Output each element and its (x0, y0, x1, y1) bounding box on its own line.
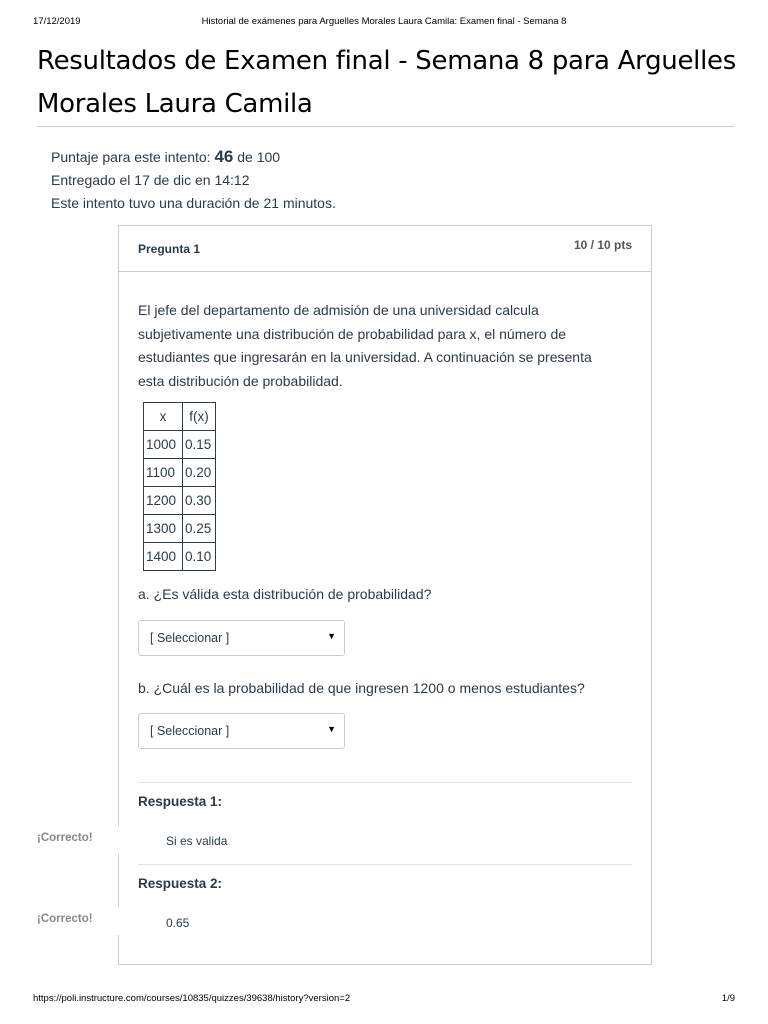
table-row (144, 487, 216, 515)
answer-1-label: Respuesta 1: (138, 794, 223, 809)
page-title: Resultados de Examen final - Semana 8 para Arguelles Morales Laura Camila (37, 46, 736, 119)
question-points: 10 / 10 pts (573, 238, 632, 252)
table-row (144, 543, 216, 571)
duration-line: Este intento tuvo una duración de 21 minutos. (51, 195, 336, 211)
print-document-title: Historial de exámenes para Arguelles Morales Laura Camila: Examen final - Semana 8 (201, 16, 567, 27)
answer-select-a[interactable] (138, 620, 345, 656)
table-cell-x: 1400 (144, 543, 183, 571)
chevron-down-icon: ▼ (327, 724, 336, 734)
submitted-line: Entregado el 17 de dic en 14:12 (51, 172, 250, 188)
table-header-x: x (144, 403, 183, 431)
table-row (144, 431, 216, 459)
question-name: Pregunta 1 (138, 242, 201, 256)
probability-table (143, 402, 216, 571)
question-part-a: a. ¿Es válida esta distribución de probabilidad? (138, 586, 432, 602)
print-date: 17/12/2019 (33, 16, 81, 27)
table-cell-x: 1000 (144, 431, 183, 459)
attempt-summary (51, 145, 336, 215)
select-b-value: [ Seleccionar ] (150, 724, 230, 738)
score-value: 46 (214, 147, 234, 166)
select-a-value: [ Seleccionar ] (150, 631, 230, 645)
table-cell-fx: 0.20 (183, 459, 216, 487)
question-part-b: b. ¿Cuál es la probabilidad de que ingresen 1200 o menos estudiantes? (138, 680, 585, 696)
page-url: https://poli.instructure.com/courses/10835/quizzes/39638/history?version=2 (33, 993, 351, 1004)
correct-flag-1: ¡Correcto! (37, 832, 93, 844)
question-card (118, 225, 652, 965)
table-cell-fx: 0.30 (183, 487, 216, 515)
table-cell-fx: 0.15 (183, 431, 216, 459)
answer-2-value: 0.65 (166, 916, 190, 930)
answer-select-b[interactable] (138, 713, 345, 749)
table-cell-x: 1300 (144, 515, 183, 543)
table-header-row (144, 403, 216, 431)
table-cell-fx: 0.25 (183, 515, 216, 543)
table-cell-x: 1200 (144, 487, 183, 515)
correct-flag-2: ¡Correcto! (37, 913, 93, 925)
answer-1-value: Si es valida (166, 834, 228, 848)
page-number: 1/9 (721, 993, 735, 1004)
table-cell-x: 1100 (144, 459, 183, 487)
score-suffix: de 100 (233, 149, 281, 165)
table-row (144, 459, 216, 487)
question-text: El jefe del departamento de admisión de una universidad calcula subjetivamente una distribución de probabilidad para x, el número de estudiantes que ingresarán en la universidad. A continuación se presenta esta distribución de probabilidad. (138, 302, 592, 389)
table-cell-fx: 0.10 (183, 543, 216, 571)
table-row (144, 515, 216, 543)
print-header (33, 16, 735, 30)
question-header (119, 226, 651, 272)
chevron-down-icon: ▼ (327, 631, 336, 641)
answer-divider (138, 864, 632, 865)
score-prefix: Puntaje para este intento: (51, 149, 215, 165)
answer-2-label: Respuesta 2: (138, 876, 223, 891)
score-line (51, 145, 336, 169)
answers-divider (138, 782, 632, 783)
table-header-fx: f(x) (183, 403, 216, 431)
title-divider (37, 126, 734, 127)
